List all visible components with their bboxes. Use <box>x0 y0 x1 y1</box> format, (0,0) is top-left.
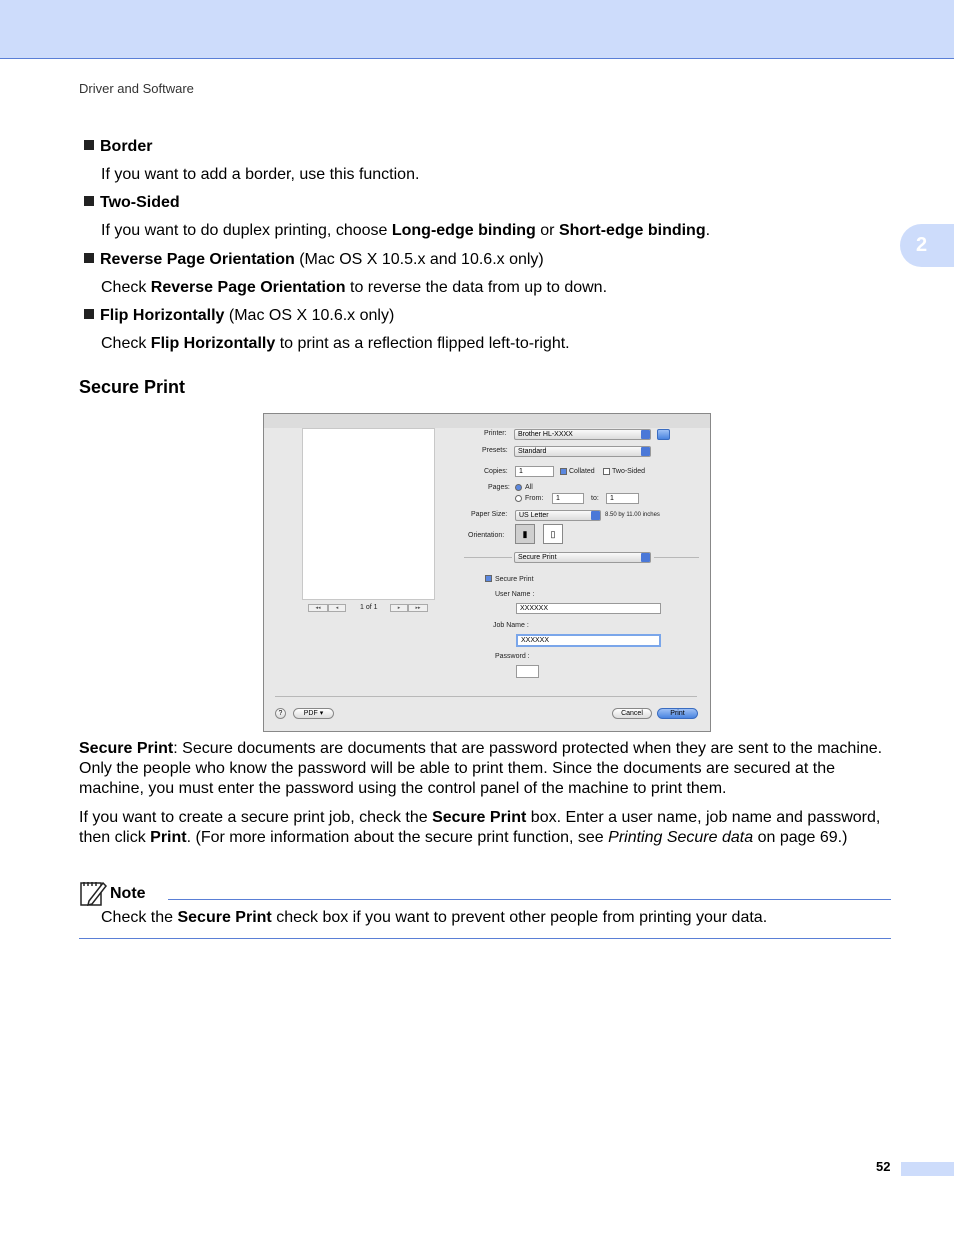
divider <box>654 557 699 558</box>
bullet-square-icon <box>84 253 94 263</box>
to-label: to: <box>591 495 599 502</box>
section-title: Secure Print <box>79 377 186 397</box>
to-field[interactable]: 1 <box>606 493 639 504</box>
job-name-field[interactable]: XXXXXX <box>516 634 661 647</box>
user-name-field[interactable]: XXXXXX <box>516 603 661 614</box>
first-page-button[interactable]: ◂◂ <box>308 604 328 612</box>
printer-select[interactable]: Brother HL-XXXX <box>514 429 651 440</box>
presets-select[interactable]: Standard <box>514 446 651 457</box>
section-header: Driver and Software <box>79 81 194 96</box>
pages-from-label: From: <box>525 495 544 502</box>
orientation-label: Orientation: <box>468 532 505 539</box>
item-title: Two-Sided <box>100 194 180 211</box>
bullet-square-icon <box>84 309 94 319</box>
from-field[interactable]: 1 <box>552 493 584 504</box>
page-number-bar <box>901 1162 954 1176</box>
presets-label: Presets: <box>482 447 508 454</box>
user-name-label: User Name : <box>495 591 535 598</box>
chevron-down-icon <box>591 511 600 520</box>
bullet-square-icon <box>84 140 94 150</box>
divider <box>275 696 697 697</box>
password-field[interactable] <box>516 665 539 678</box>
note-title: Note <box>110 885 146 902</box>
paragraph: If you want to create a secure print job, check the Secure Print box. Enter a user name, job name and password, then click Print. (For more information about the secure print function, see Printing Secure data on page 69.) <box>79 809 881 846</box>
item-description: If you want to add a border, use this function. <box>101 166 420 183</box>
divider <box>464 557 512 558</box>
pages-from-radio[interactable] <box>515 495 522 502</box>
item-title: Flip Horizontally <box>100 307 225 324</box>
next-page-button[interactable]: ▸ <box>390 604 408 612</box>
disclosure-button[interactable] <box>657 429 670 440</box>
item-description: If you want to do duplex printing, choose Long-edge binding or Short-edge binding. <box>101 222 711 239</box>
page-count: 1 of 1 <box>360 604 378 611</box>
secure-print-label: Secure Print <box>495 576 534 583</box>
print-dialog <box>263 413 711 732</box>
note-text: Check the Secure Print check box if you want to prevent other people from printing your data. <box>101 909 768 926</box>
two-sided-checkbox[interactable] <box>603 468 610 475</box>
last-page-button[interactable]: ▸▸ <box>408 604 428 612</box>
password-label: Password : <box>495 653 530 660</box>
bullet-square-icon <box>84 196 94 206</box>
pages-label: Pages: <box>488 484 510 491</box>
paragraph: Secure Print: Secure documents are documents that are password protected when they are sent to the machine. Only the people who know the password will be able to print them. Since the documents are secured at the machine, you must enter the password using the control panel of the machine to print them. <box>79 740 883 797</box>
chapter-tab: 2 <box>900 224 954 267</box>
cancel-button[interactable]: Cancel <box>612 708 652 719</box>
item-description: Check Flip Horizontally to print as a reflection flipped left-to-right. <box>101 335 570 352</box>
printer-label: Printer: <box>484 430 507 437</box>
collated-checkbox[interactable] <box>560 468 567 475</box>
job-name-label: Job Name : <box>493 622 529 629</box>
pdf-button[interactable]: PDF ▾ <box>293 708 334 719</box>
header-bar <box>0 0 954 59</box>
collated-label: Collated <box>569 468 595 475</box>
page-preview <box>302 428 435 600</box>
secure-print-checkbox[interactable] <box>485 575 492 582</box>
item-description: Check Reverse Page Orientation to reverse the data from up to down. <box>101 279 608 296</box>
list-item <box>84 194 180 212</box>
item-title: Border <box>100 138 153 155</box>
landscape-icon[interactable]: ▯ <box>543 524 563 544</box>
prev-page-button[interactable]: ◂ <box>328 604 346 612</box>
list-item <box>84 138 152 156</box>
list-item: Reverse Page Orientation (Mac OS X 10.5.x and 10.6.x only) <box>84 251 544 269</box>
chevron-down-icon <box>641 447 650 456</box>
page-number: 52 <box>876 1159 891 1174</box>
paper-size-label: Paper Size: <box>471 511 508 518</box>
paper-size-select[interactable]: US Letter <box>515 510 601 521</box>
chevron-down-icon <box>641 553 650 562</box>
pages-all-radio[interactable] <box>515 484 522 491</box>
item-title: Reverse Page Orientation <box>100 251 295 268</box>
print-button[interactable]: Print <box>657 708 698 719</box>
note-bottom-rule <box>79 938 891 939</box>
note-pencil-icon <box>79 879 107 907</box>
pages-all-label: All <box>525 484 533 491</box>
help-button[interactable]: ? <box>275 708 286 719</box>
copies-label: Copies: <box>484 468 508 475</box>
panel-select[interactable]: Secure Print <box>514 552 651 563</box>
portrait-icon[interactable]: ▮ <box>515 524 535 544</box>
note-top-rule <box>168 899 891 900</box>
dialog-title-strip <box>264 414 710 428</box>
chevron-down-icon <box>641 430 650 439</box>
two-sided-label: Two-Sided <box>612 468 646 475</box>
copies-field[interactable]: 1 <box>515 466 554 477</box>
list-item: Flip Horizontally (Mac OS X 10.6.x only) <box>84 307 394 325</box>
paper-dimensions: 8.50 by 11.00 inches <box>605 512 660 518</box>
